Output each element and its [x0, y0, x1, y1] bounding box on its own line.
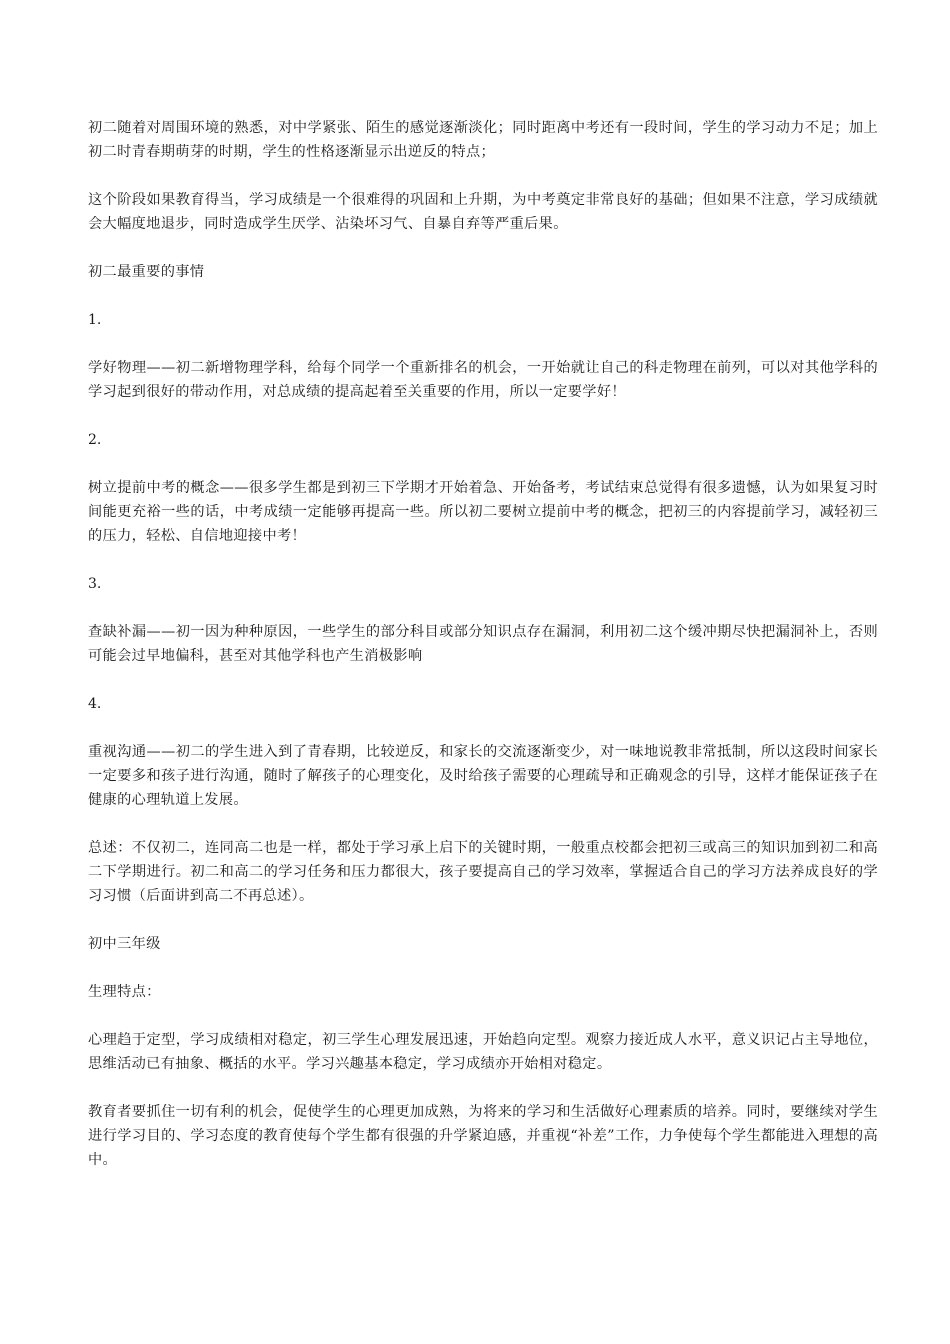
intro-paragraph-1: 初二随着对周围环境的熟悉，对中学紧张、陌生的感觉逐渐淡化；同时距离中考还有一段时间，学生的学习动力不足；加上初二时青春期萌芽的时期，学生的性格逐渐显示出逆反的特点；: [88, 120, 878, 160]
document-page: [88, 116, 878, 1196]
item-number-3: 3.: [88, 576, 102, 592]
item-3-text: 查缺补漏——初一因为种种原因，一些学生的部分科目或部分知识点存在漏洞，利用初二这个缓冲期尽快把漏洞补上，否则可能会过早地偏科，甚至对其他学科也产生消极影响: [88, 624, 878, 664]
item-4-text: 重视沟通——初二的学生进入到了青春期，比较逆反，和家长的交流逐渐变少，对一味地说教非常抵制，所以这段时间家长一定要多和孩子进行沟通，随时了解孩子的心理变化，及时给孩子需要的心理疏导和正确观念的引导，这样才能保证孩子在健康的心理轨道上发展。: [88, 744, 878, 808]
item-number-2: 2.: [88, 432, 102, 448]
grade-3-paragraph-2: 教育者要抓住一切有利的机会，促使学生的心理更加成熟，为将来的学习和生活做好心理素质的培养。同时，要继续对学生进行学习目的、学习态度的教育使每个学生都有很强的升学紧迫感，并重视“补差”工作，力争使每个学生都能进入理想的高中。: [88, 1104, 878, 1168]
item-number-1: 1.: [88, 312, 102, 328]
section-heading-important: 初二最重要的事情: [88, 264, 205, 280]
section-heading-grade-3: 初中三年级: [88, 936, 161, 952]
item-2-text: 树立提前中考的概念——很多学生都是到初三下学期才开始着急、开始备考，考试结束总觉得有很多遗憾，认为如果复习时间能更充裕一些的话，中考成绩一定能够再提高一些。所以初二要树立提前中考的概念，把初三的内容提前学习，减轻初三的压力，轻松、自信地迎接中考！: [88, 480, 878, 544]
item-number-4: 4.: [88, 696, 102, 712]
summary-paragraph: 总述：不仅初二，连同高二也是一样，都处于学习承上启下的关键时期，一般重点校都会把初三或高三的知识加到初二和高二下学期进行。初二和高二的学习任务和压力都很大，孩子要提高自己的学习效率，掌握适合自己的学习方法养成良好的学习习惯（后面讲到高二不再总述）。: [88, 840, 878, 904]
intro-paragraph-2: 这个阶段如果教育得当，学习成绩是一个很难得的巩固和上升期，为中考奠定非常良好的基础；但如果不注意，学习成绩就会大幅度地退步，同时造成学生厌学、沾染坏习气、自暴自弃等严重后果。: [88, 192, 878, 232]
subheading-characteristics: 生理特点：: [88, 984, 161, 1000]
item-1-text: 学好物理——初二新增物理学科，给每个同学一个重新排名的机会，一开始就让自己的科走物理在前列，可以对其他学科的学习起到很好的带动作用，对总成绩的提高起着至关重要的作用，所以一定要学好！: [88, 360, 878, 400]
grade-3-paragraph-1: 心理趋于定型，学习成绩相对稳定，初三学生心理发展迅速，开始趋向定型。观察力接近成人水平，意义识记占主导地位，思维活动已有抽象、概括的水平。学习兴趣基本稳定，学习成绩亦开始相对稳定。: [88, 1032, 878, 1072]
